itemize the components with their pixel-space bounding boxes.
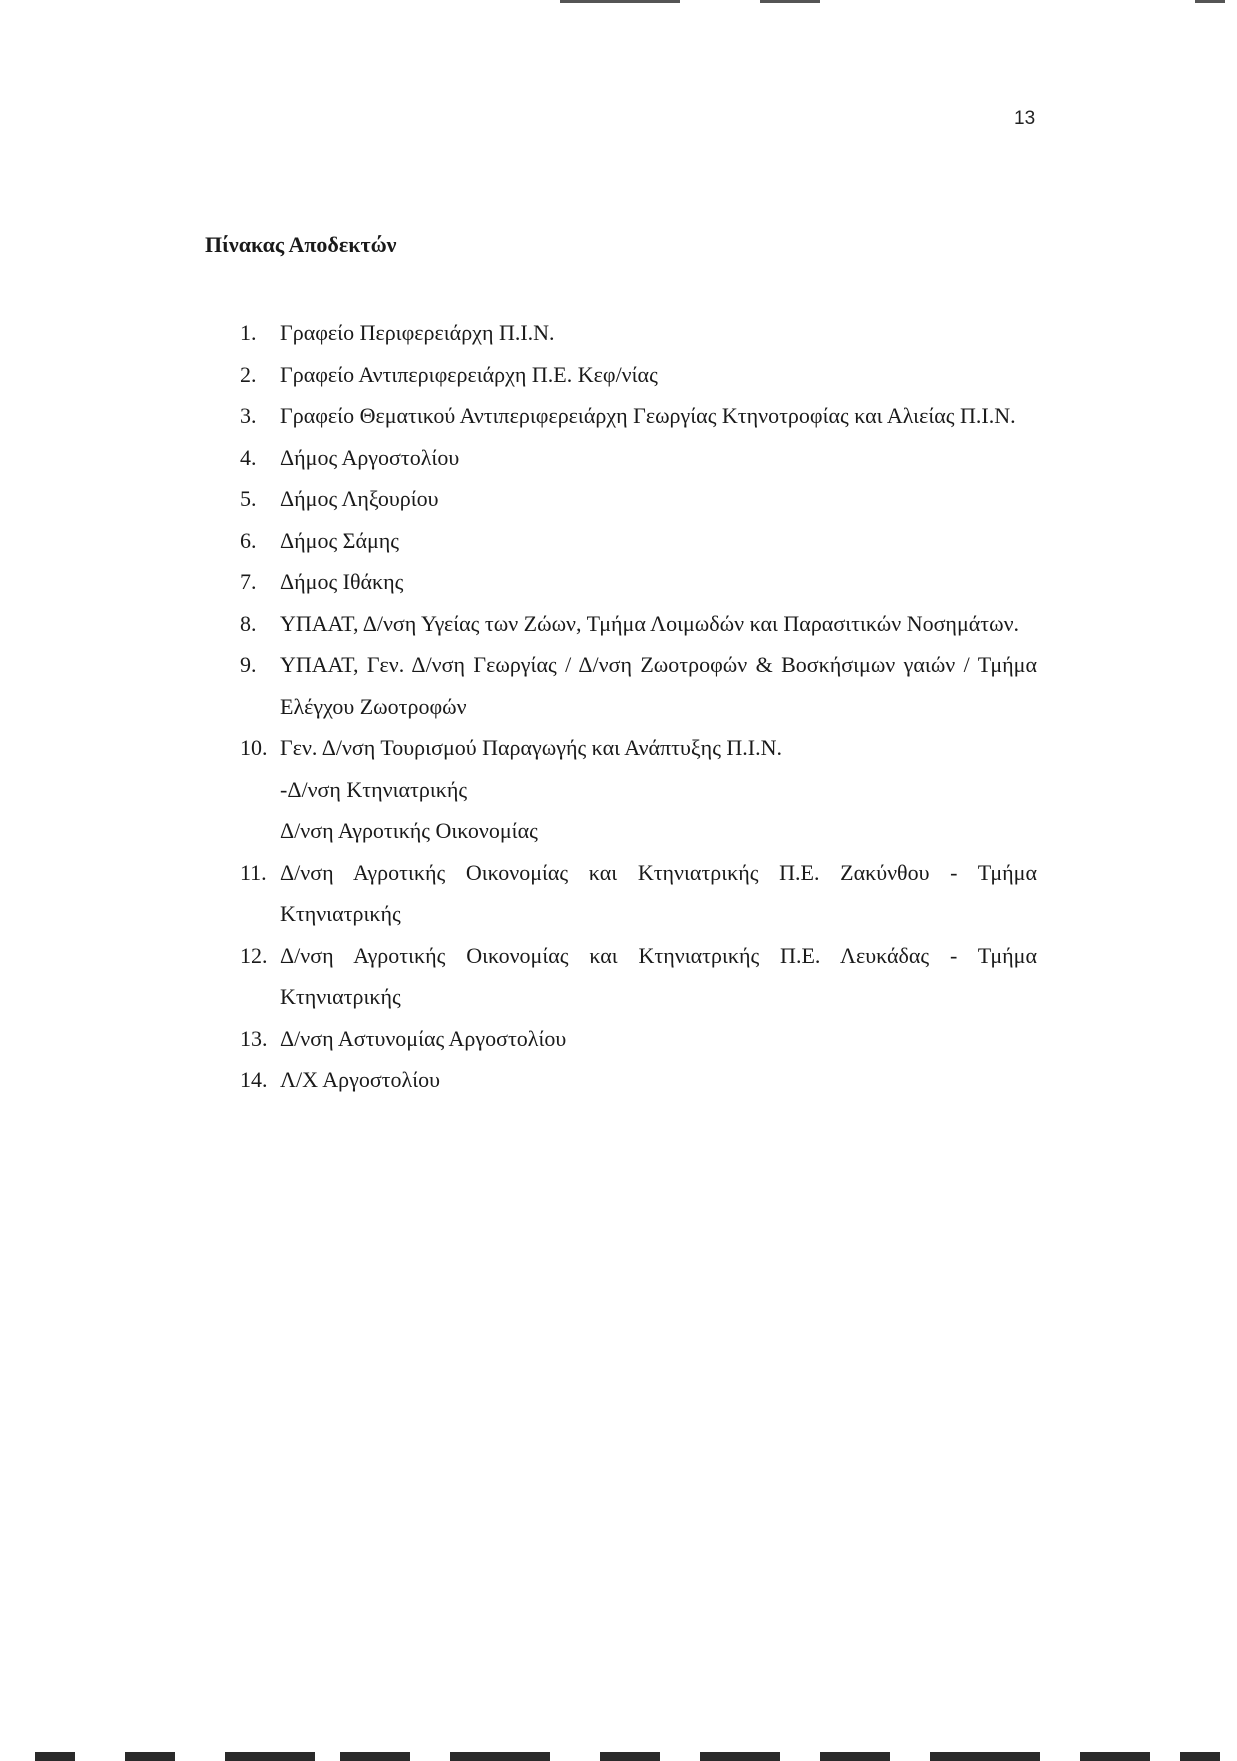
list-item [240,478,1037,520]
item-number: 12. [240,942,268,968]
list-item [240,1018,1037,1060]
scan-artifact [1195,0,1225,3]
scan-artifact [930,1752,1040,1761]
scan-artifact [125,1752,175,1761]
scan-artifact [450,1752,550,1761]
item-text: Δήμος Αργοστολίου [280,444,460,470]
item-number: 4. [240,444,257,470]
item-text: Δήμος Σάμης [280,527,400,553]
item-text: Δ/νση Αστυνομίας Αργοστολίου [280,1025,567,1051]
item-number: 9. [240,652,257,677]
item-text: ΥΠΑΑΤ, Γεν. Δ/νση Γεωργίας / Δ/νση Ζωοτροφών & Βοσκήσιμων γαιών / Τμήμα Ελέγχου Ζωοτροφών [280,652,1037,719]
item-text: Δ/νση Αγροτικής Οικονομίας και Κτηνιατρικής Π.Ε. Λευκάδας - Τμήμα Κτηνιατρικής [280,942,1037,1009]
list-item [240,603,1037,645]
list-item [240,437,1037,479]
item-text: Γεν. Δ/νση Τουρισμού Παραγωγής και Ανάπτυξης Π.Ι.Ν. [280,735,783,760]
page-number: 13 [1014,108,1036,129]
scan-artifact [760,0,820,3]
item-number: 8. [240,610,257,636]
item-text: Λ/Χ Αργοστολίου [280,1067,441,1092]
item-subtext: Δ/νση Αγροτικής Οικονομίας [280,818,538,843]
scan-artifact [1080,1752,1150,1761]
scan-artifact [1180,1752,1220,1761]
list-item [240,354,1037,396]
list-item [240,852,1037,935]
item-number: 6. [240,527,257,553]
item-text: ΥΠΑΑΤ, Δ/νση Υγείας των Ζώων, Τμήμα Λοιμωδών και Παρασιτικών Νοσημάτων. [280,610,1020,636]
item-subtext: -Δ/νση Κτηνιατρικής [280,776,468,802]
item-text: Δήμος Ληξουρίου [280,486,439,511]
list-item [240,644,1037,727]
item-text: Γραφείο Θεματικού Αντιπεριφερειάρχη Γεωργίας Κτηνοτροφίας και Αλιείας Π.Ι.Ν. [280,403,1016,428]
item-text: Δήμος Ιθάκης [280,569,404,594]
item-number: 13. [240,1025,268,1051]
scan-artifact [700,1752,780,1761]
item-number: 7. [240,569,257,594]
scan-artifact [560,0,680,3]
item-text: Δ/νση Αγροτικής Οικονομίας και Κτηνιατρικής Π.Ε. Ζακύνθου - Τμήμα Κτηνιατρικής [280,859,1037,926]
scan-artifact [820,1752,890,1761]
list-item [240,727,1037,852]
item-number: 3. [240,403,257,428]
item-text: Γραφείο Αντιπεριφερειάρχη Π.Ε. Κεφ/νίας [280,361,658,387]
list-item [240,935,1037,1018]
list-item [240,561,1037,603]
list-item [240,1059,1037,1101]
list-item [240,312,1037,354]
scan-artifact [600,1752,660,1761]
list-item [240,395,1037,437]
item-number: 1. [240,320,257,345]
item-number: 14. [240,1067,268,1092]
item-text: Γραφείο Περιφερειάρχη Π.Ι.Ν. [280,320,555,345]
scan-artifact [225,1752,315,1761]
scan-artifact [340,1752,410,1761]
list-item [240,520,1037,562]
page-title: Πίνακας Αποδεκτών [205,232,397,257]
item-number: 11. [240,859,267,885]
recipients-list [240,312,1037,1101]
item-number: 2. [240,361,257,387]
item-text-group [280,727,1037,852]
item-number: 10. [240,735,268,760]
scan-artifact [35,1752,75,1761]
item-number: 5. [240,486,257,511]
